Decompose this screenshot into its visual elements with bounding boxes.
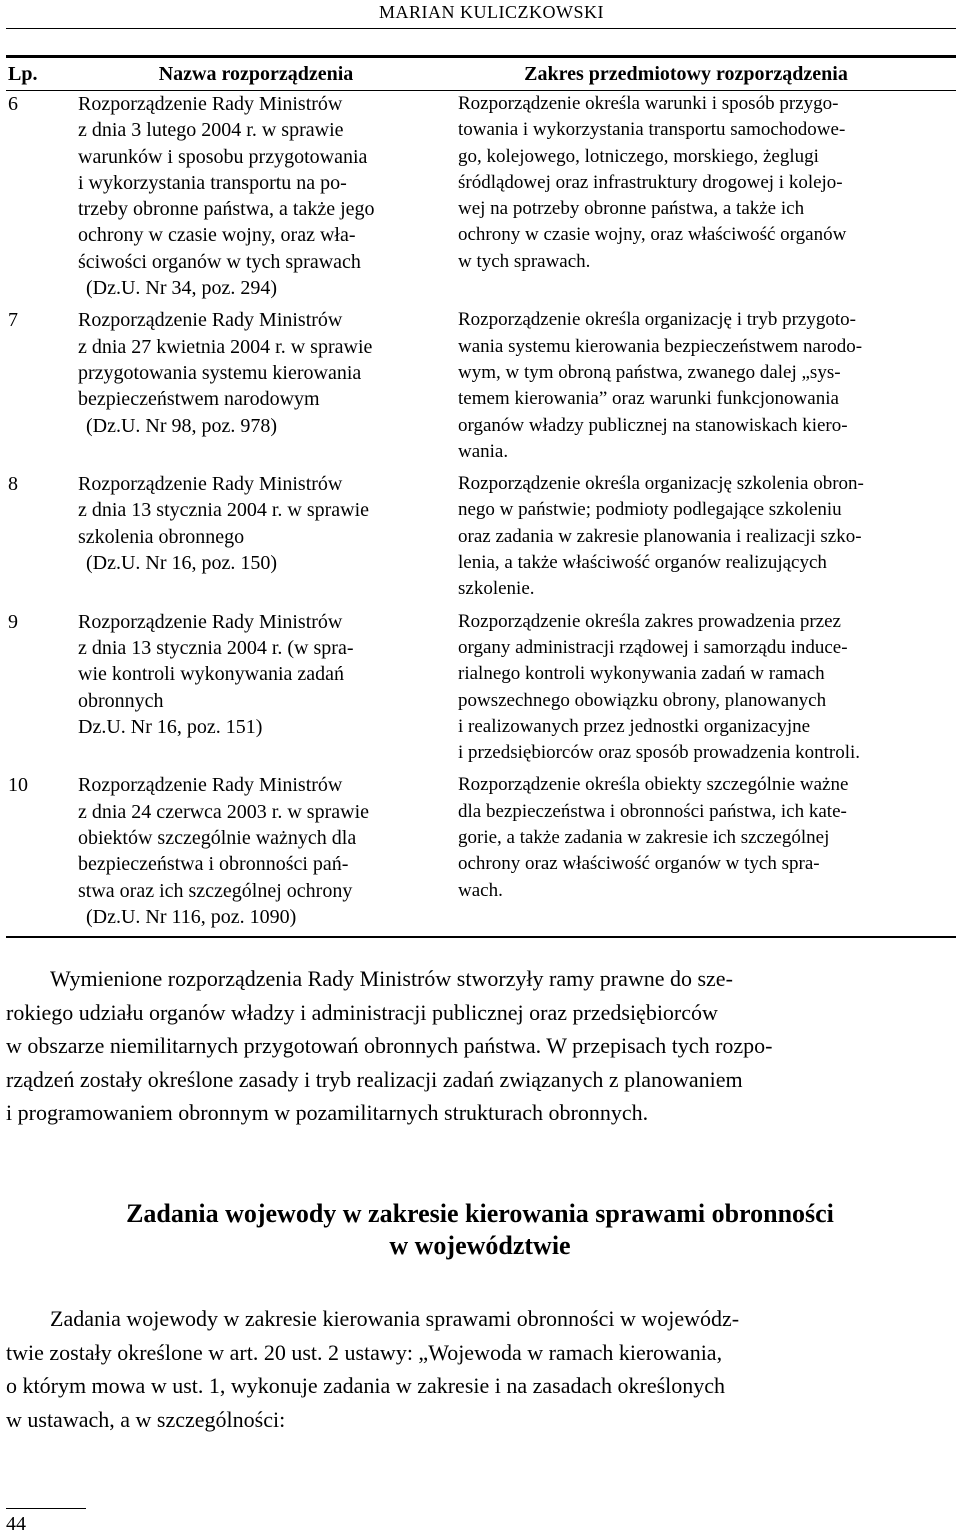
regulation-name-line: Rozporządzenie Rady Ministrów [78, 309, 343, 332]
row-number: 8 [8, 473, 18, 496]
table-row [6, 91, 956, 301]
regulation-name-line: z dnia 13 stycznia 2004 r. w sprawie [78, 499, 370, 522]
regulation-name-line: i wykorzystania transportu na po- [78, 171, 347, 194]
regulation-scope-line: i przedsiębiorców oraz sposób prowadzenia kontroli. [458, 742, 861, 764]
regulation-scope-line: wania. [458, 440, 509, 462]
regulation-name-line: szkolenia obronnego [78, 525, 245, 548]
paragraph1-line: w obszarze niemilitarnych przygotowań obronnych państwa. W przepisach tych rozpo- [6, 1033, 773, 1059]
regulation-name-line: z dnia 13 stycznia 2004 r. (w spra- [78, 636, 354, 659]
regulation-name-line: Rozporządzenie Rady Ministrów [78, 93, 343, 115]
col-header-scope: Zakres przedmiotowy rozporządzenia [524, 62, 848, 85]
regulation-scope-line: powszechnego obowiązku obrony, planowanych [458, 689, 827, 711]
regulation-name-line: z dnia 3 lutego 2004 r. w sprawie [78, 119, 344, 142]
regulation-scope-line: oraz zadania w zakresie planowania i realizacji szko- [458, 525, 862, 547]
footer-rule [6, 1508, 86, 1509]
regulation-name-line: (Dz.U. Nr 98, poz. 978) [86, 414, 278, 437]
regulation-scope-line: organów władzy publicznej na stanowiskach kiero- [458, 414, 848, 436]
regulation-scope-line: go, kolejowego, lotniczego, morskiego, żeglugi [458, 145, 819, 167]
row-number: 7 [8, 309, 18, 332]
regulation-scope-line: dla bezpieczeństwa i obronności państwa, ich kate- [458, 800, 847, 822]
regulation-name-line: (Dz.U. Nr 116, poz. 1090) [86, 905, 297, 928]
paragraph-summary [6, 962, 954, 1130]
regulation-name-line: stwa oraz ich szczególnej ochrony [78, 879, 353, 902]
regulation-scope-line: ochrony w czasie wojny, oraz właściwość organów [458, 224, 847, 246]
regulation-name-line: (Dz.U. Nr 34, poz. 294) [86, 277, 278, 300]
regulation-name-line: obronnych [78, 689, 164, 712]
running-header: MARIAN KULICZKOWSKI [379, 2, 604, 22]
regulation-scope-line: lenia, a także właściwość organów realizujących [458, 552, 827, 574]
regulation-name-line: ochrony w czasie wojny, oraz wła- [78, 224, 356, 247]
page-number: 44 [6, 1513, 26, 1535]
regulation-name [78, 91, 448, 301]
row-number: 6 [8, 93, 18, 115]
paragraph1-line: Wymienione rozporządzenia Rady Ministrów stworzyły ramy prawne do sze- [50, 966, 733, 991]
row-number: 9 [8, 610, 18, 633]
table-header-row [6, 58, 956, 90]
paragraph1-line: rokiego udziału organów władzy i administracji publicznej oraz przedsiębiorców [6, 999, 718, 1025]
table-bottom-rule [6, 936, 956, 938]
regulation-name [78, 307, 448, 465]
regulation-name-line: wie kontroli wykonywania zadań [78, 663, 345, 686]
regulation-name [78, 609, 448, 767]
regulation-name-line: Rozporządzenie Rady Ministrów [78, 473, 343, 496]
regulation-scope-line: organy administracji rządowej i samorządu induce- [458, 636, 848, 658]
paragraph1-line: rządzeń zostały określone zasady i tryb realizacji zadań związanych z planowaniem [6, 1066, 743, 1092]
regulation-scope-line: Rozporządzenie określa obiekty szczególnie ważne [458, 774, 849, 796]
regulation-scope-line: Rozporządzenie określa organizację i tryb przygoto- [458, 309, 856, 331]
table-body [6, 91, 956, 930]
regulation-scope-line: wym, w tym obroną państwa, zwanego dalej „sys- [458, 361, 841, 383]
regulation-name-line: ściwości organów w tych sprawach [78, 250, 361, 273]
regulation-name-line: bezpieczeństwem narodowym [78, 388, 320, 411]
regulation-name-line: warunków i sposobu przygotowania [78, 145, 368, 168]
regulation-name-line: z dnia 27 kwietnia 2004 r. w sprawie [78, 335, 373, 358]
regulation-scope-line: gorie, a także zadania w zakresie ich szczególnej [458, 827, 830, 849]
section-title [6, 1198, 954, 1262]
regulation-name-line: Dz.U. Nr 16, poz. 151) [78, 715, 263, 738]
regulation-scope-line: nego w państwie; podmioty podlegające szkoleniu [458, 499, 842, 521]
regulation-scope-line: wach. [458, 879, 503, 901]
table-row [6, 307, 956, 465]
regulation-scope [458, 91, 946, 301]
regulation-scope-line: ochrony oraz właściwość organów w tych spra- [458, 853, 820, 875]
row-number: 10 [8, 774, 28, 797]
regulation-scope-line: Rozporządzenie określa warunki i sposób przygo- [458, 93, 839, 114]
regulation-scope-line: Rozporządzenie określa zakres prowadzenia przez [458, 610, 841, 632]
section_title-line: w województwie [389, 1231, 571, 1260]
regulation-name [78, 471, 448, 602]
col-header-name: Nazwa rozporządzenia [158, 62, 354, 85]
regulation-name-line: trzeby obronne państwa, a także jego [78, 198, 375, 221]
regulation-scope-line: rialnego kontroli wykonywania zadań w ramach [458, 663, 825, 685]
regulation-scope-line: w tych sprawach. [458, 250, 591, 272]
regulation-scope-line: Rozporządzenie określa organizację szkolenia obron- [458, 473, 864, 495]
regulation-scope-line: towania i wykorzystania transportu samochodowe- [458, 119, 846, 141]
paragraph2-line: o którym mowa w ust. 1, wykonuje zadania w zakresie i na zasadach określonych [6, 1373, 726, 1399]
regulation-scope [458, 307, 946, 465]
paragraph2-line: Zadania wojewody w zakresie kierowania sprawami obronności w wojewódz- [50, 1306, 740, 1331]
regulation-scope-line: i realizowanych przez jednostki organizacyjne [458, 715, 811, 737]
regulation-name-line: z dnia 24 czerwca 2003 r. w sprawie [78, 800, 369, 823]
regulation-scope [458, 471, 946, 602]
regulation-scope-line: temem kierowania” oraz warunki funkcjonowania [458, 388, 839, 410]
table-row [6, 609, 956, 767]
regulation-name-line: przygotowania systemu kierowania [78, 361, 362, 384]
regulation-name-line: (Dz.U. Nr 16, poz. 150) [86, 552, 278, 575]
regulation-name [78, 772, 448, 930]
regulation-scope [458, 772, 946, 930]
regulation-scope-line: wej na potrzeby obronne państwa, a także ich [458, 198, 805, 220]
regulation-scope-line: śródlądowej oraz infrastruktury drogowej i kolejo- [458, 171, 843, 193]
col-header-lp: Lp. [8, 62, 38, 85]
paragraph2-line: w ustawach, a w szczególności: [6, 1406, 286, 1432]
regulation-scope-line: szkolenie. [458, 578, 535, 600]
regulations-table [6, 55, 956, 938]
regulation-name-line: Rozporządzenie Rady Ministrów [78, 610, 343, 633]
regulation-scope [458, 609, 946, 767]
regulation-name-line: Rozporządzenie Rady Ministrów [78, 774, 343, 797]
header-rule [6, 28, 956, 29]
regulation-name-line: obiektów szczególnie ważnych dla [78, 827, 357, 850]
paragraph-voivode-tasks [6, 1302, 954, 1436]
table-row [6, 471, 956, 602]
table-row [6, 772, 956, 930]
regulation-name-line: bezpieczeństwa i obronności pań- [78, 853, 349, 876]
section_title-line: Zadania wojewody w zakresie kierowania sprawami obronności [126, 1199, 834, 1228]
paragraph2-line: twie zostały określone w art. 20 ust. 2 ustawy: „Wojewoda w ramach kierowania, [6, 1339, 723, 1365]
regulation-scope-line: wania systemu kierowania bezpieczeństwem narodo- [458, 335, 863, 357]
paragraph1-line: i programowaniem obronnym w pozamilitarnych strukturach obronnych. [6, 1100, 649, 1126]
